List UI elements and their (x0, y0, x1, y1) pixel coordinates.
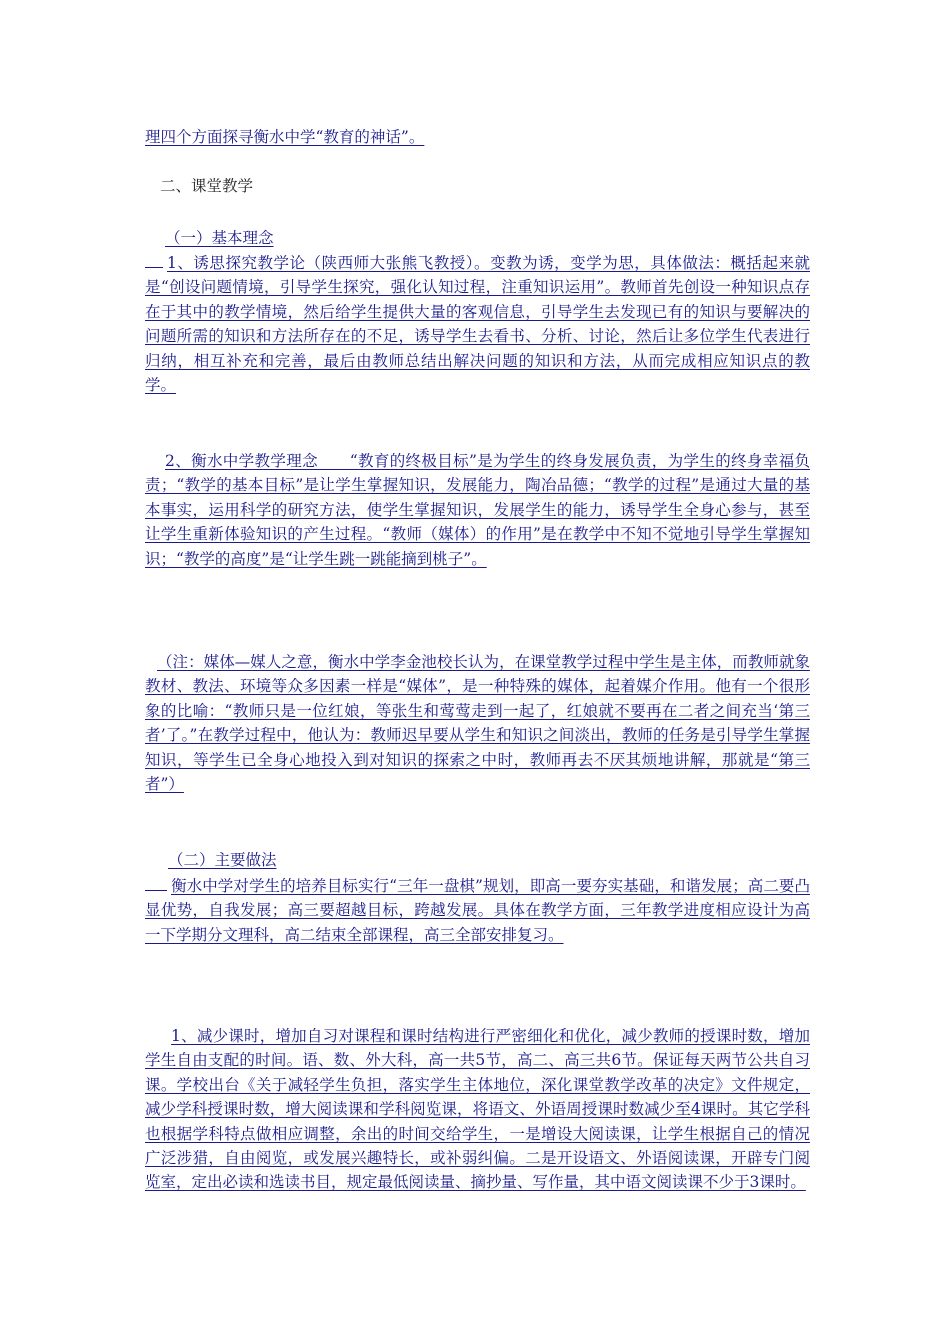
paragraph-reduce-class-hours (145, 1024, 810, 1195)
paragraph-text: 2、衡水中学教学理念 “教育的终极目标”是为学生的终身发展负责，为学生的终身幸福负责；“教学的基本目标”是让学生掌握知识，发展能力，陶冶品德；“教学的过程”是通过大量的基本事实，运用科学的研究方法，使学生掌握知识，发展学生的能力，诱导学生全身心参与，甚至让学生重新体验知识的产生过程。“教师（媒体）的作用”是在教学中不知不觉地引导学生掌握知识；“教学的高度”是“让学生跳一跳能摘到桃子”。 (145, 452, 810, 568)
paragraph-media-note (145, 650, 810, 796)
paragraph-inquiry-teaching (145, 250, 810, 397)
subsection-basic-concepts-title (165, 226, 765, 250)
subsection-title-text: （一）基本理念 (165, 229, 274, 247)
section-heading-text: 二、课堂教学 (160, 177, 254, 195)
indent-underline (145, 873, 167, 891)
paragraph-text: 1、减少课时，增加自习对课程和课时结构进行严密细化和优化，减少教师的授课时数，增加学生自由支配的时间。语、数、外大科，高一共5节，高二、高三共6节。保证每天两节公共自习课。学校出台《关于减轻学生负担，落实学生主体地位，深化课堂教学改革的决定》文件规定，减少学科授课时数，增大阅读课和学科阅览课，将语文、外语周授课时数减少至4课时。其它学科也根据学科特点做相应调整，余出的时间交给学生，一是增设大阅读课，让学生根据自己的情况广泛涉猎，自由阅览，或发展兴趣特长，或补弱纠偏。二是开设语文、外语阅读课，开辟专门阅览室，定出必读和选读书目，规定最低阅读量、摘抄量、写作量，其中语文阅读课不少于3课时。 (145, 1027, 810, 1192)
subsection-title-text: （二）主要做法 (168, 851, 277, 869)
paragraph-three-year-plan (145, 873, 810, 947)
section-heading-classroom-teaching (160, 174, 760, 198)
paragraph-teaching-philosophy (145, 449, 810, 571)
paragraph-text: 1、诱思探究教学论（陕西师大张熊飞教授）。变教为诱，变学为思，具体做法：概括起来就是“创设问题情境，引导学生探究，强化认知过程，注重知识运用”。教师首先创设一种知识点存在于其中的教学情境，然后给学生提供大量的客观信息，引导学生去发现已有的知识与要解决的问题所需的知识和方法所存在的不足，诱导学生去看书、分析、讨论，然后让多位学生代表进行归纳，相互补充和完善，最后由教师总结出解决问题的知识和方法，从而完成相应知识点的教学。 (145, 254, 810, 395)
subsection-main-practices-title (168, 848, 768, 872)
paragraph-text: 衡水中学对学生的培养目标实行“三年一盘棋”规划，即高一要夯实基础，和谐发展；高二要凸显优势，自我发展；高三要超越目标，跨越发展。具体在教学方面，三年教学进度相应设计为高一下学期分文理科，高二结束全部课程，高三全部安排复习。 (145, 877, 810, 944)
intro-tail-text: 理四个方面探寻衡水中学“教育的神话”。 (145, 128, 425, 146)
indent-underline (145, 250, 163, 268)
intro-tail-line (145, 125, 810, 149)
paragraph-text: （注：媒体—媒人之意，衡水中学李金池校长认为，在课堂教学过程中学生是主体，而教师就象教材、教法、环境等众多因素一样是“媒体”，是一种特殊的媒体，起着媒介作用。他有一个很形象的比喻：“教师只是一位红娘，等张生和莺莺走到一起了，红娘就不要再在二者之间充当‘第三者’了。”在教学过程中，他认为：教师迟早要从学生和知识之间淡出，教师的任务是引导学生掌握知识，等学生已全身心地投入到对知识的探索之中时，教师再去不厌其烦地讲解，那就是“第三者”） (145, 653, 810, 794)
